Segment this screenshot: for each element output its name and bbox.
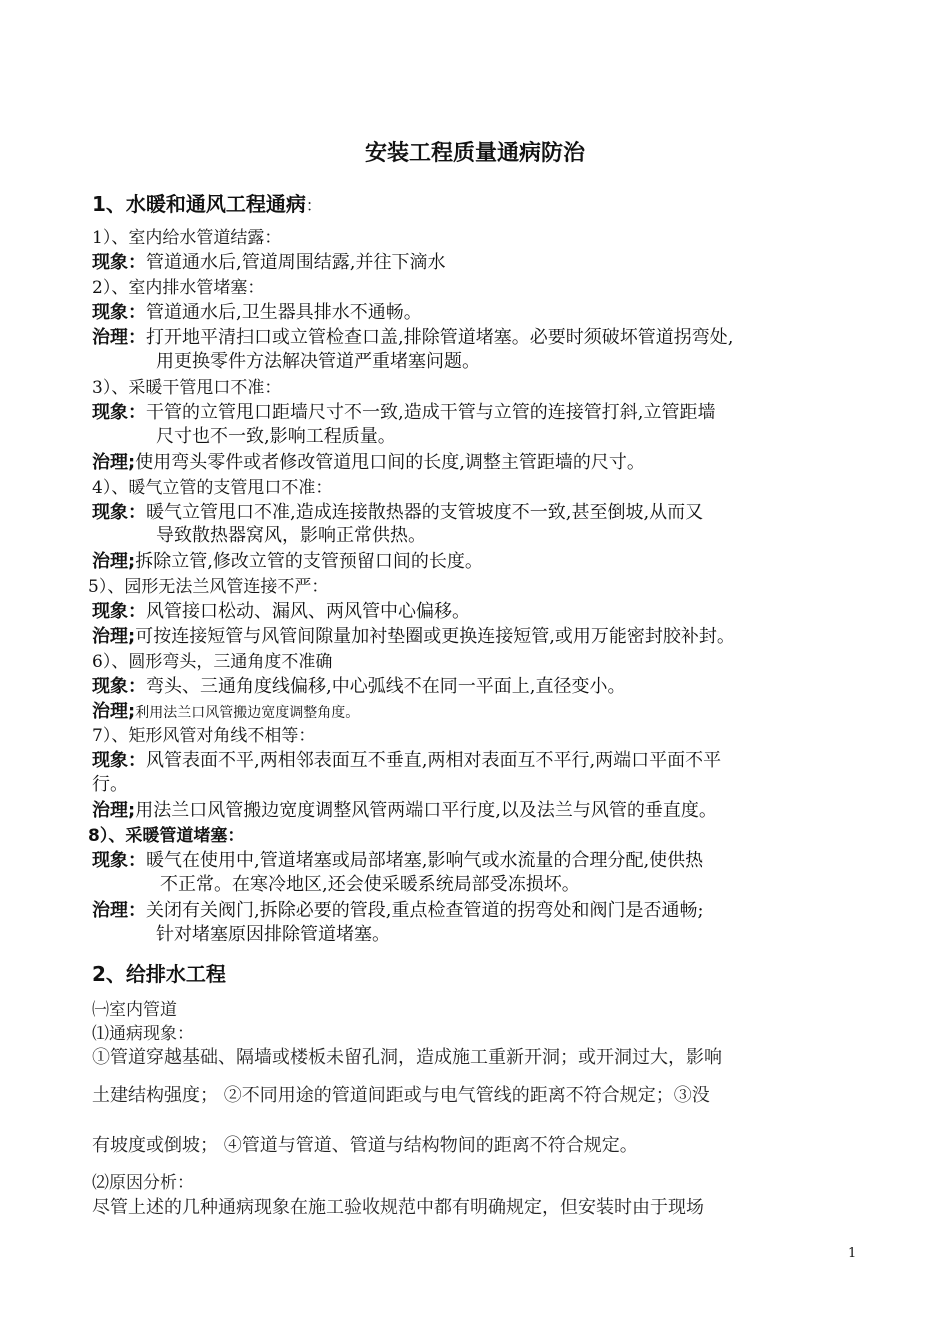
section-2-paragraph-line-4: 尽管上述的几种通病现象在施工验收规范中都有明确规定，但安装时由于现场 [92,1197,704,1218]
item-7-phenomenon: 现象：风管表面不平,两相邻表面互不垂直,两相对表面互不平行,两端口平面不平 [92,750,722,771]
item-3-heading: 3）、采暖干管甩口不准： [92,378,282,398]
item-8-heading: 8）、采暖管道堵塞： [88,826,245,846]
section-2-paragraph-line-2: 土建结构强度； ②不同用途的管道间距或与电气管线的距离不符合规定；③没 [92,1085,710,1106]
item-3-phenomenon: 现象：干管的立管甩口距墙尺寸不一致,造成干管与立管的连接管打斜,立管距墙 [92,402,716,423]
item-6-phenomenon: 现象：弯头、三通角度线偏移,中心弧线不在同一平面上,直径变小。 [92,676,626,697]
item-1-phenomenon: 现象：管道通水后,管道周围结露,并往下滴水 [92,252,446,273]
item-5-treatment: 治理;可按连接短管与风管间隙量加衬垫圈或更换连接短管,或用万能密封胶补封。 [92,626,735,647]
page-number: 1 [848,1246,857,1261]
item-5-heading: 5）、园形无法兰风管连接不严： [88,577,329,597]
item-8-treatment: 治理：关闭有关阀门,拆除必要的管段,重点检查管道的拐弯处和阀门是否通畅; [92,900,704,921]
item-4-heading: 4）、暖气立管的支管甩口不准： [92,478,333,498]
section-1-heading: 1、水暖和通风工程通病： [92,192,322,216]
item-2-heading: 2）、室内排水管堵塞： [92,278,265,298]
item-2-phenomenon: 现象：管道通水后,卫生器具排水不通畅。 [92,302,422,323]
item-2-treatment: 治理：打开地平清扫口或立管检查口盖,排除管道堵塞。必要时须破坏管道拐弯处, [92,327,734,348]
section-2-sub-phenomena: ⑴通病现象： [92,1024,194,1044]
section-2-paragraph-line-3: 有坡度或倒坡； ④管道与管道、管道与结构物间的距离不符合规定。 [92,1135,638,1156]
item-7-phenomenon-cont: 行。 [92,774,128,795]
item-5-phenomenon: 现象：风管接口松动、漏风、两风管中心偏移。 [92,601,470,622]
item-3-treatment: 治理;使用弯头零件或者修改管道甩口间的长度,调整主管距墙的尺寸。 [92,452,645,473]
section-2-heading: 2、给排水工程 [92,962,226,986]
item-4-phenomenon: 现象：暖气立管甩口不准,造成连接散热器的支管坡度不一致,甚至倒坡,从而又 [92,502,704,523]
item-6-treatment: 治理;利用法兰口风管搬边宽度调整角度。 [92,701,360,722]
section-2-sub-indoor-pipes: ㈠室内管道 [92,1000,177,1020]
item-7-treatment: 治理;用法兰口风管搬边宽度调整风管两端口平行度,以及法兰与风管的垂直度。 [92,800,717,821]
item-8-phenomenon: 现象：暖气在使用中,管道堵塞或局部堵塞,影响气或水流量的合理分配,使供热 [92,850,704,871]
item-2-treatment-cont: 用更换零件方法解决管道严重堵塞问题。 [156,351,480,372]
section-2-paragraph-line-1: ①管道穿越基础、隔墙或楼板未留孔洞，造成施工重新开洞；或开洞过大，影响 [92,1047,722,1068]
section-2-sub-cause-analysis: ⑵原因分析： [92,1173,194,1193]
item-8-treatment-cont: 针对堵塞原因排除管道堵塞。 [156,924,390,945]
item-1-heading: 1）、室内给水管道结露： [92,228,282,248]
item-4-treatment: 治理;拆除立管,修改立管的支管预留口间的长度。 [92,551,483,572]
item-3-phenomenon-cont: 尺寸也不一致,影响工程质量。 [156,426,396,447]
item-6-heading: 6）、圆形弯头，三通角度不准确 [92,652,333,672]
item-7-heading: 7）、矩形风管对角线不相等： [92,726,316,746]
item-8-phenomenon-cont: 不正常。在寒冷地区,还会使采暖系统局部受冻损坏。 [160,874,580,895]
item-4-phenomenon-cont: 导致散热器窝风，影响正常供热。 [156,525,426,546]
document-title: 安装工程质量通病防治 [364,141,585,166]
